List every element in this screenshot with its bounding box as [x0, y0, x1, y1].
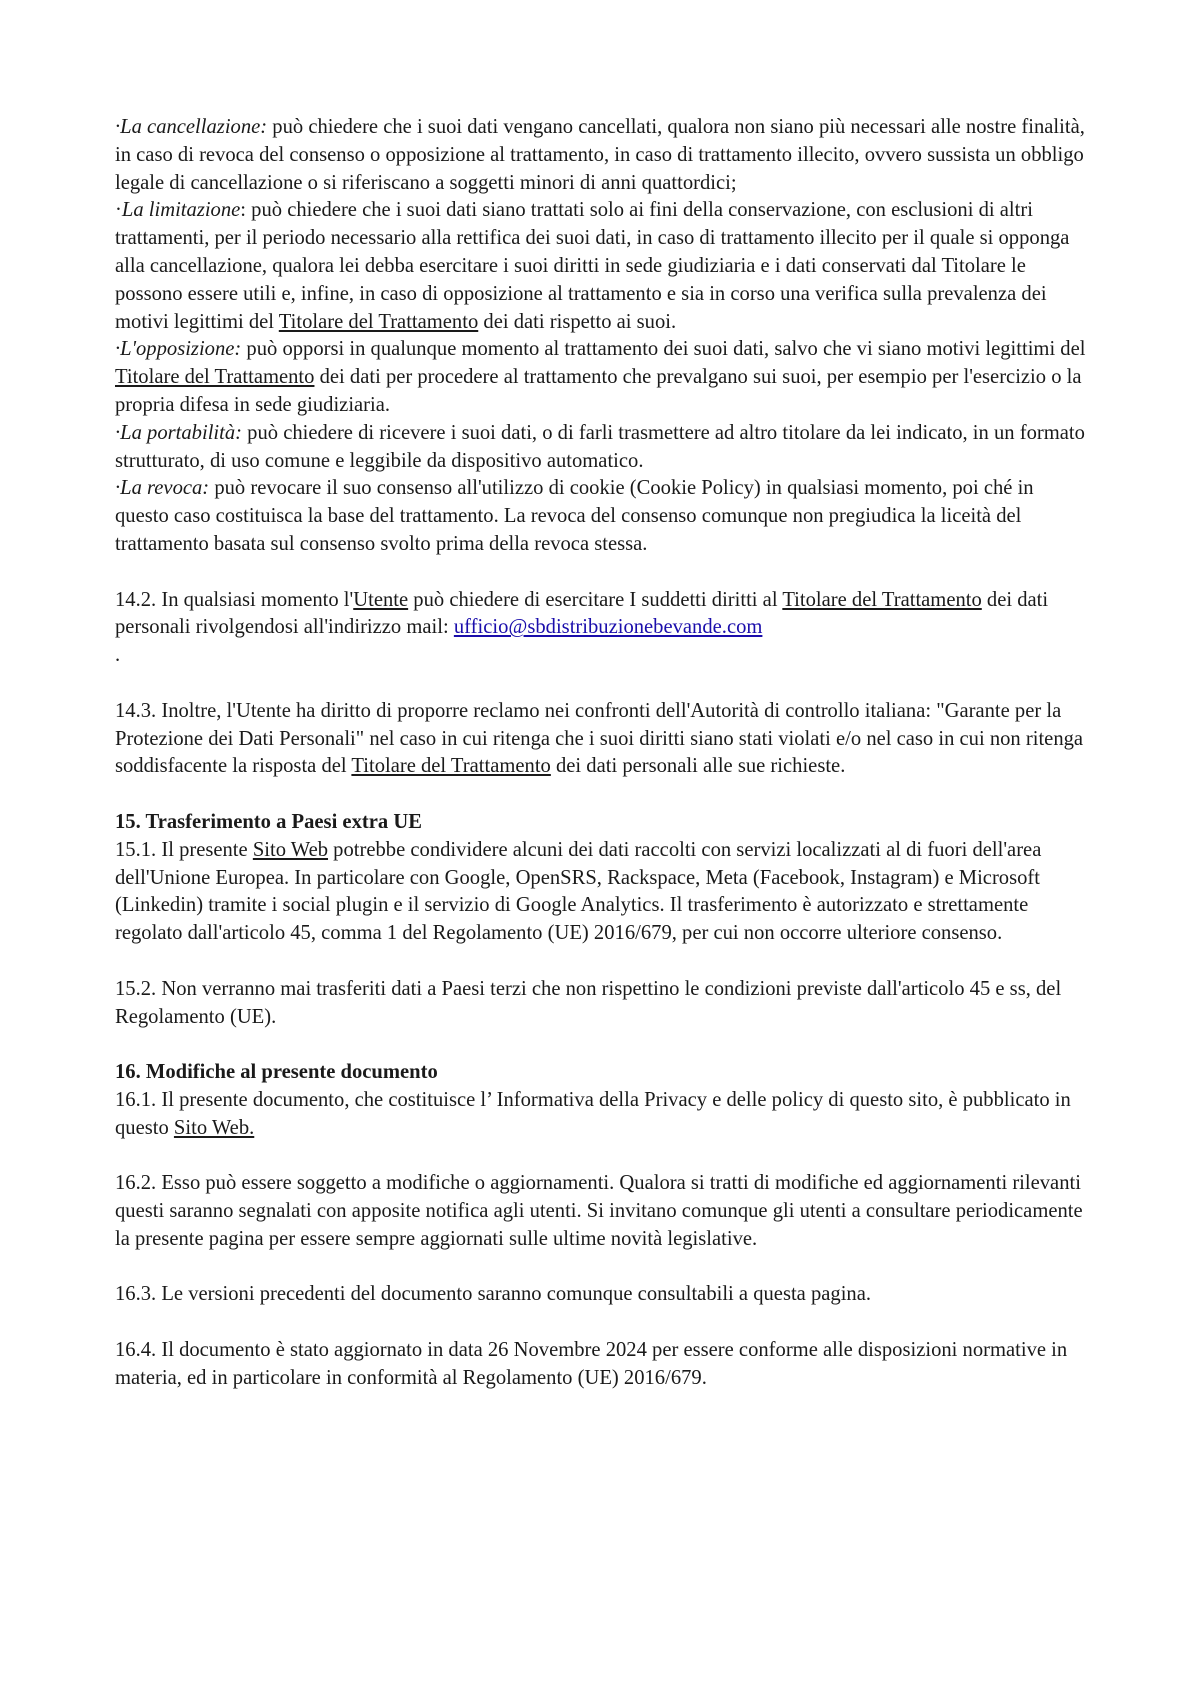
right-opposizione	[115, 336, 1090, 419]
text: dei dati personali alle sue richieste.	[550, 755, 846, 778]
email-link[interactable]: ufficio@sbdistribuzionebevande.com	[453, 616, 763, 639]
spacer	[115, 670, 1090, 698]
titolare-link[interactable]: Titolare del Trattamento	[351, 755, 551, 778]
sito-web-link[interactable]: Sito Web	[252, 838, 329, 861]
right-revoca	[115, 475, 1090, 558]
titolare-link[interactable]: Titolare del Trattamento	[115, 366, 315, 389]
text: può chiedere di esercitare I suddetti diritti al	[408, 588, 783, 611]
right-text: può opporsi in qualunque momento al trattamento dei suoi dati, salvo che vi siano motivi legittimi del	[241, 338, 1086, 361]
text: potrebbe condividere alcuni dei dati raccolti con servizi localizzati al di fuori dell'area dell'Unione Europea. In particolare con Google, OpenSRS, Rackspace, Meta (Facebook, Instagram) e Microsoft (Linkedin) tramite i social plugin e il servizio di Google Analytics. Il trasferimento è autorizzato e strettamente regolato dall'articolo 45, comma 1 del Regolamento (UE) 2016/679, per cui non occorre ulteriore consenso.	[115, 838, 1042, 945]
sito-web-link[interactable]: Sito Web.	[173, 1116, 255, 1139]
right-portabilita	[115, 420, 1090, 476]
section-15-heading: 15. Trasferimento a Paesi extra UE	[115, 810, 422, 833]
paragraph-16-3: 16.3. Le versioni precedenti del documento saranno comunque consultabili a questa pagina.	[115, 1283, 872, 1306]
right-term: La limitazione	[121, 199, 241, 222]
text: 14.2. In qualsiasi momento l'	[115, 588, 354, 611]
right-term: ·La revoca:	[115, 477, 210, 500]
right-text: : può chiedere che i suoi dati siano trattati solo ai fini della conservazione, con esclusioni di altri trattamenti, per il periodo necessario alla rettifica dei suoi dati, in caso di trattamento illecito per il quale si opponga alla cancellazione, qualora lei debba esercitare i suoi diritti in sede giudiziaria e i dati conservati dal Titolare le possono essere utili e, infine, in caso di opposizione al trattamento e sia in corso una verifica sulla prevalenza dei motivi legittimi del	[115, 199, 1070, 333]
right-text: può chiedere che i suoi dati vengano cancellati, qualora non siano più necessari alle nostre finalità, in caso di revoca del consenso o opposizione al trattamento, in caso di trattamento illecito, ovvero sussista un obbligo legale di cancellazione o si riferiscano a soggetti minori di anni quattordici;	[115, 116, 1085, 194]
right-term: ·L'opposizione:	[115, 338, 242, 361]
spacer	[115, 1309, 1090, 1337]
spacer	[115, 1142, 1090, 1170]
text: 16.1. Il presente documento, che costituisce l’ Informativa della Privacy e delle policy di questo sito, è pubblicato in questo	[115, 1088, 1071, 1139]
spacer	[115, 1031, 1090, 1059]
spacer	[115, 948, 1090, 976]
paragraph-15-2: 15.2. Non verranno mai trasferiti dati a Paesi terzi che non rispettino le condizioni previste dall'articolo 45 e ss, del Regolamento (UE).	[115, 977, 1062, 1028]
right-cancellazione	[115, 114, 1090, 197]
right-limitazione	[115, 197, 1090, 336]
bullet: ·	[115, 199, 122, 222]
paragraph-15-1	[115, 837, 1090, 948]
titolare-link[interactable]: Titolare del Trattamento	[782, 588, 982, 611]
document-page	[115, 114, 1090, 1393]
paragraph-14-2	[115, 587, 1090, 670]
spacer	[115, 781, 1090, 809]
right-text-after: dei dati rispetto ai suoi.	[478, 310, 677, 333]
right-text: può chiedere di ricevere i suoi dati, o di farli trasmettere ad altro titolare da lei indicato, in un formato strutturato, di uso comune e leggibile da dispositivo automatico.	[115, 421, 1085, 472]
utente-link[interactable]: Utente	[353, 588, 409, 611]
spacer	[115, 1254, 1090, 1282]
paragraph-16-4: 16.4. Il documento è stato aggiornato in data 26 Novembre 2024 per essere conforme alle disposizioni normative in materia, ed in particolare in conformità al Regolamento (UE) 2016/679.	[115, 1339, 1068, 1389]
titolare-link[interactable]: Titolare del Trattamento	[278, 310, 479, 333]
paragraph-14-3	[115, 698, 1090, 781]
text: 15.1. Il presente	[115, 838, 253, 861]
section-16-heading: 16. Modifiche al presente documento	[115, 1061, 438, 1084]
text: .	[115, 644, 121, 667]
right-term: ·La cancellazione:	[115, 116, 268, 138]
spacer	[115, 559, 1090, 587]
text: 14.3. Inoltre, l'Utente ha diritto di proporre reclamo nei confronti dell'Autorità di controllo italiana: "Garante per la Protezione dei Dati Personali" nel caso in cui ritenga che i suoi diritti siano stati violati e/o nel caso in cui non ritenga soddisfacente la risposta del	[115, 699, 1084, 778]
right-text-after: dei dati per procedere al trattamento che prevalgano sui suoi, per esempio per l'esercizio o la propria difesa in sede giudiziaria.	[115, 366, 1082, 416]
right-text: può revocare il suo consenso all'utilizzo di cookie (Cookie Policy) in qualsiasi momento, poi ché in questo caso costituisca la base del trattamento. La revoca del consenso comunque non pregiudica la liceità del trattamento basata sul consenso svolto prima della revoca stessa.	[115, 477, 1034, 555]
text: dei dati personali rivolgendosi all'indirizzo mail:	[115, 588, 1049, 639]
right-term: ·La portabilità:	[115, 421, 243, 444]
paragraph-16-2: 16.2. Esso può essere soggetto a modifiche o aggiornamenti. Qualora si tratti di modifiche ed aggiornamenti rilevanti questi saranno segnalati con apposite notifica agli utenti. Si invitano comunque gli utenti a consultare periodicamente la presente pagina per essere sempre aggiornati sulle ultime novità legislative.	[115, 1172, 1083, 1250]
paragraph-16-1	[115, 1087, 1090, 1143]
